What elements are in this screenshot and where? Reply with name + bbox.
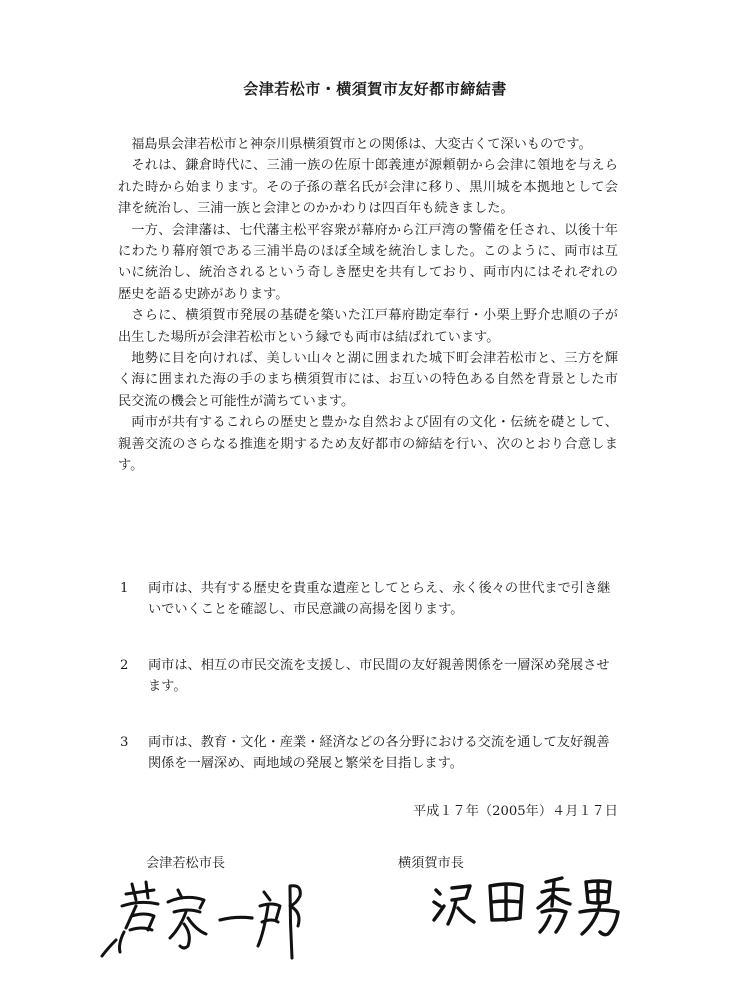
- paragraph: 両市が共有するこれらの歴史と豊かな自然および固有の文化・伝統を礎として、親善交流のさらなる推進を期するため友好都市の締結を行い、次のとおり合意します。: [118, 415, 618, 474]
- paragraph: 福島県会津若松市と神奈川県横須賀市との関係は、大変古くて深いものです。: [131, 137, 592, 152]
- preamble: [118, 134, 618, 477]
- aizuwakamatsu-mayor-signature: [96, 872, 316, 962]
- yokosuka-mayor-title: 横須賀市長: [398, 856, 464, 871]
- document-title: 会津若松市・横須賀市友好都市締結書: [243, 80, 507, 98]
- paragraph: さらに、横須賀市発展の基礎を築いた江戸幕府勘定奉行・小栗上野介忠順の子が出生した場所が会津若松市という縁でも両市は結ばれています。: [118, 308, 618, 345]
- agreement-clauses: [118, 578, 618, 808]
- clause-text: 両市は、共有する歴史を貴重な遺産としてとらえ、永く後々の世代まで引き継いでいくことを確認し、市民意識の高揚を図ります。: [148, 581, 611, 618]
- clause-3: [118, 732, 618, 775]
- yokosuka-mayor-signature: [430, 872, 630, 942]
- clause-1: [118, 578, 618, 621]
- clause-text: 両市は、相互の市民交流を支援し、市民間の友好親善関係を一層深め発展させます。: [148, 657, 610, 695]
- clause-number: 2: [120, 657, 129, 673]
- clause-2: [118, 655, 618, 698]
- paragraph: 一方、会津藩は、七代藩主松平容衆が幕府から江戸湾の警備を任され、以後十年にわたり幕府領である三浦半島のほぼ全域を統治しました。このように、両市は互いに統治し、統治されるという奇しき歴史を共有しており、両市内にはそれぞれの歴史を語る史跡があります。: [118, 222, 618, 302]
- clause-number: 3: [120, 734, 129, 750]
- clause-text: 両市は、教育・文化・産業・経済などの各分野における交流を通して友好親善関係を一層深め、両地域の発展と繁栄を目指します。: [148, 734, 610, 772]
- aizuwakamatsu-mayor-title: 会津若松市長: [146, 856, 226, 871]
- paragraph: それは、鎌倉時代に、三浦一族の佐原十郎義連が源頼朝から会津に領地を与えられた時から始まります。その子孫の葦名氏が会津に移り、黒川城を本拠地として会津を統治し、三浦一族と会津とのかかわりは四百年も続きました。: [118, 158, 618, 217]
- paragraph: 地勢に目を向ければ、美しい山々と湖に囲まれた城下町会津若松市と、三方を輝く海に囲まれた海の手のまち横須賀市には、お互いの特色ある自然を背景とした市民交流の機会と可能性が満ちています。: [118, 351, 618, 409]
- signing-date: 平成１７年（2005年）４月１７日: [413, 804, 618, 819]
- clause-number: 1: [120, 581, 129, 596]
